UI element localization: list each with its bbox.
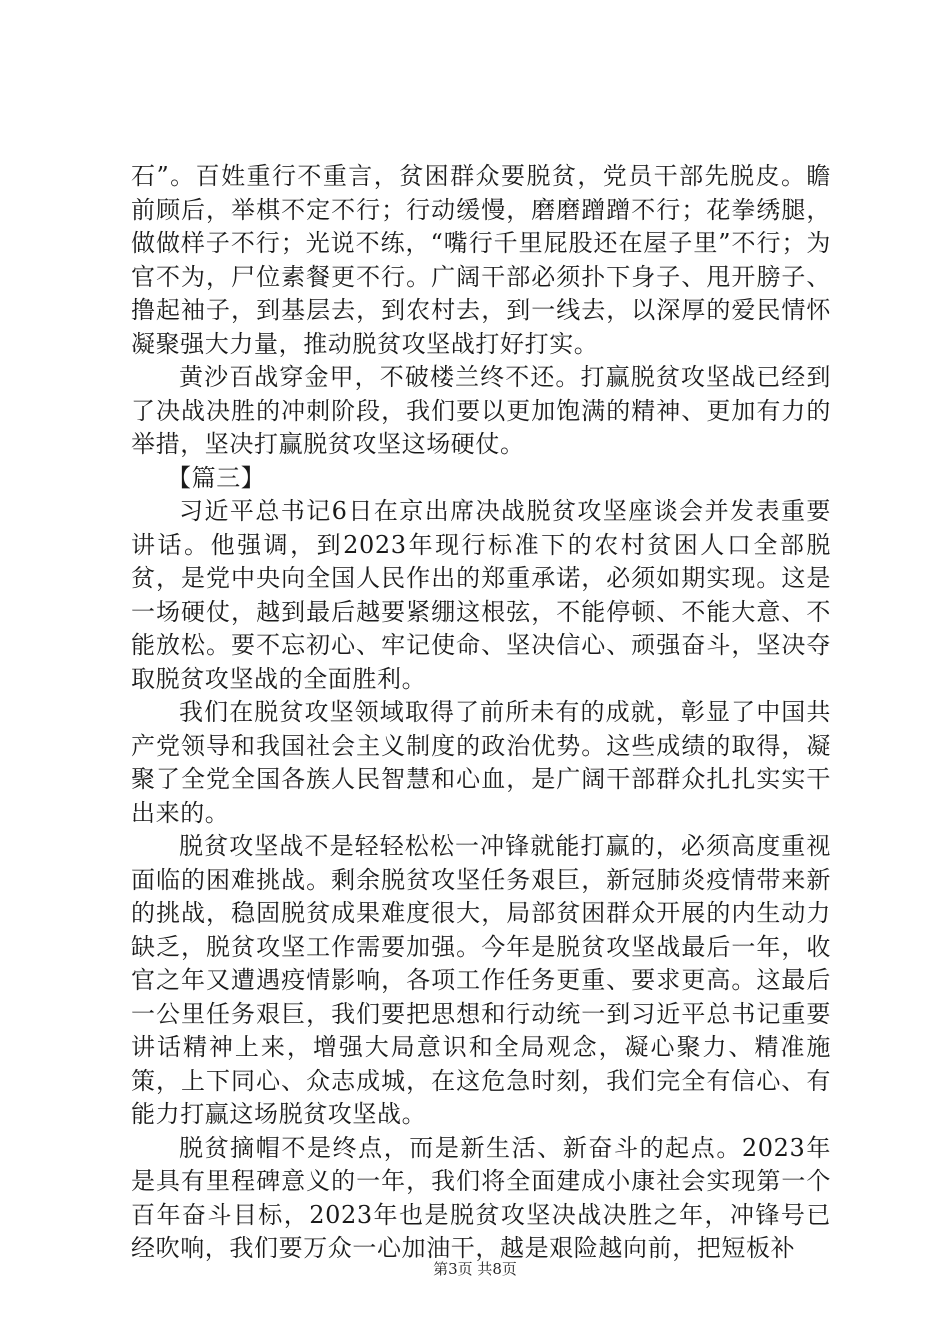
document-body (131, 160, 831, 1266)
paragraph: 脱贫攻坚战不是轻轻松松一冲锋就能打赢的，必须高度重视面临的困难挑战。剩余脱贫攻坚任务艰巨，新冠肺炎疫情带来新的挑战，稳固脱贫成果难度很大，局部贫困群众开展的内生动力缺乏，脱贫攻坚工作需要加强。今年是脱贫攻坚战最后一年，收官之年又遭遇疫情影响，各项工作任务更重、要求更高。这最后一公里任务艰巨，我们要把思想和行动统一到习近平总书记重要讲话精神上来，增强大局意识和全局观念，凝心聚力、精准施策，上下同心、众志成城，在这危急时刻，我们完全有信心、有能力打赢这场脱贫攻坚战。 (131, 832, 831, 1128)
paragraph: 习近平总书记6日在京出席决战脱贫攻坚座谈会并发表重要讲话。他强调，到2023年现行标准下的农村贫困人口全部脱贫，是党中央向全国人民作出的郑重承诺，必须如期实现。这是一场硬仗，越到最后越要紧绷这根弦，不能停顿、不能大意、不能放松。要不忘初心、牢记使命、坚决信心、顽强奋斗，坚决夺取脱贫攻坚战的全面胜利。 (131, 497, 831, 693)
paragraph: 黄沙百战穿金甲，不破楼兰终不还。打赢脱贫攻坚战已经到了决战决胜的冲刺阶段，我们要以更加饱满的精神、更加有力的举措，坚决打赢脱贫攻坚这场硬仗。 (131, 363, 831, 458)
page-footer: 第3页 共8页 (433, 1260, 517, 1278)
section-heading: 【篇三】 (167, 463, 266, 492)
paragraph: 脱贫摘帽不是终点，而是新生活、新奋斗的起点。2023年是具有里程碑意义的一年，我们将全面建成小康社会实现第一个百年奋斗目标，2023年也是脱贫攻坚决战决胜之年，冲锋号已经吹响，我们要万众一心加油干，越是艰险越向前，把短板补 (131, 1133, 831, 1262)
paragraph-continuation: 石”。百姓重行不重言，贫困群众要脱贫，党员干部先脱皮。瞻前顾后，举棋不定不行；行动缓慢，磨磨蹭蹭不行；花拳绣腿，做做样子不行；光说不练，“嘴行千里屁股还在屋子里”不行；为官不为，尸位素餐更不行。广阔干部必须扑下身子、甩开膀子、撸起袖子，到基层去，到农村去，到一线去，以深厚的爱民情怀凝聚强大力量，推动脱贫攻坚战打好打实。 (131, 162, 831, 358)
paragraph: 我们在脱贫攻坚领域取得了前所未有的成就，彰显了中国共产党领导和我国社会主义制度的政治优势。这些成绩的取得，凝聚了全党全国各族人民智慧和心血，是广阔干部群众扎扎实实干出来的。 (131, 698, 831, 827)
